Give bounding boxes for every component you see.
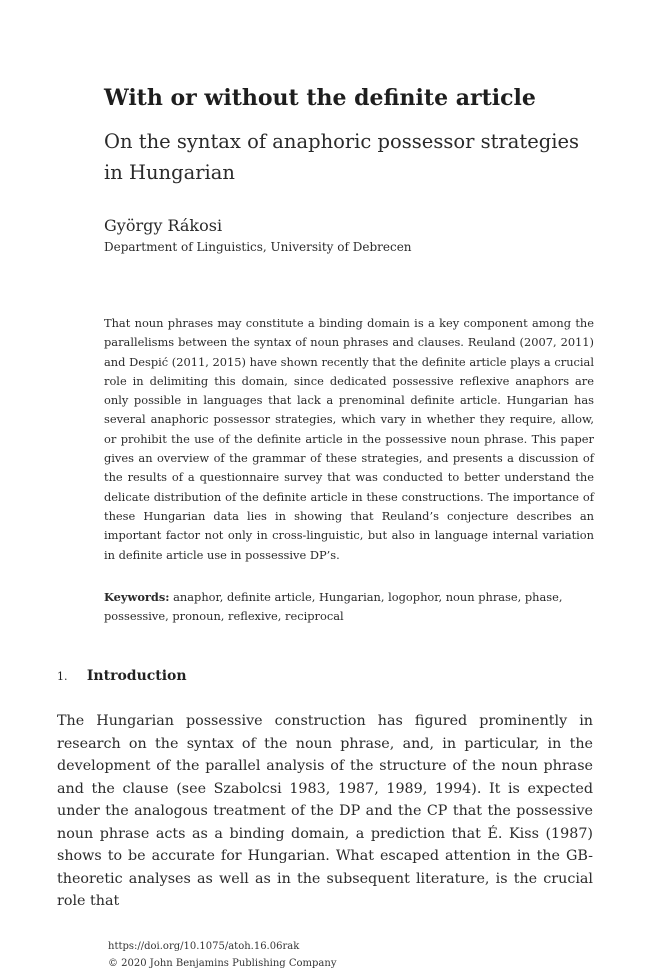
abstract-text: That noun phrases may constitute a binding domain is a key component among the parallelisms between the syntax of noun phrases and clauses. Reuland (2007, 2011) and Despić (2011, 2015) have shown recently that the definite article plays a crucial role in delimiting this domain, since dedicated possessive reflexive anaphors are only possible in languages that lack a prenominal definite article. Hungarian has several anaphoric possessor strategies, which vary in whether they require, allow, or prohibit the use of the definite article in the possessive noun phrase. This paper gives an overview of the grammar of these strategies, and presents a discussion of the results of a questionnaire survey that was conducted to better understand the delicate distribution of the definite article in these constructions. The importance of these Hungarian data lies in showing that Reuland’s conjecture describes an important factor not only in cross-linguistic, but also in language internal variation in definite article use in possessive DP’s. — [104, 316, 594, 562]
body-paragraph: The Hungarian possessive construction has figured prominently in research on the syntax of the noun phrase, and, in particular, in the development of the parallel analysis of the structure of the noun phrase and the clause (see Szabolcsi 1983, 1987, 1989, 1994). It is expected under the analogous treatment of the DP and the CP that the possessive noun phrase acts as a binding domain, a prediction that É. Kiss (1987) shows to be accurate for Hungarian. What escaped attention in the GB-theoretic analyses as well as in the subsequent literature, is the crucial role that — [57, 713, 593, 909]
body-text — [57, 710, 593, 913]
keywords-text: anaphor, definite article, Hungarian, logophor, noun phrase, phase, possessive, pronoun, reflexive, reciprocal — [104, 590, 563, 624]
copyright-notice: © 2020 John Benjamins Publishing Company — [108, 958, 337, 969]
article-subtitle: On the syntax of anaphoric possessor strategies in Hungarian — [104, 130, 580, 184]
article-title: With or without the definite article — [104, 85, 536, 111]
section-heading — [57, 668, 187, 684]
abstract — [104, 314, 594, 565]
page-footer — [108, 938, 336, 972]
section-number: 1. — [57, 670, 68, 683]
keywords-label: Keywords: — [104, 590, 170, 604]
author-affiliation: Department of Linguistics, University of Debrecen — [104, 240, 412, 254]
keywords — [104, 588, 594, 627]
doi-link[interactable]: https://doi.org/10.1075/atoh.16.06rak — [108, 941, 300, 952]
author-name: György Rákosi — [104, 216, 223, 235]
section-title: Introduction — [86, 668, 187, 684]
